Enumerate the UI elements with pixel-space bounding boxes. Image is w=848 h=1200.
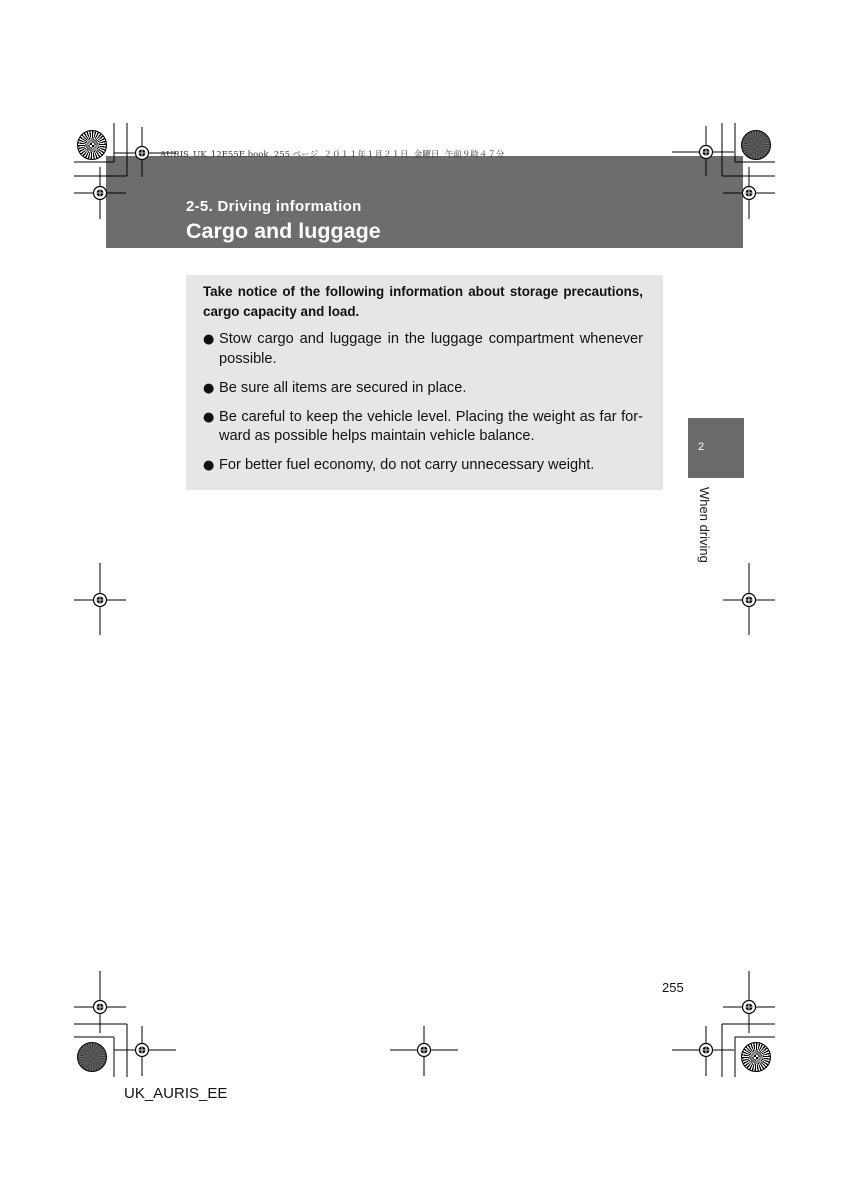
- list-item-text-line: For better fuel economy, do not carry unnecessary weight.: [219, 457, 595, 473]
- notice-intro: [203, 282, 643, 322]
- registration-mark: [114, 1026, 176, 1076]
- print-target-icon: [741, 130, 771, 160]
- list-item-text-line: Stow cargo and luggage in the luggage compartment whenever: [219, 331, 643, 347]
- list-item: [203, 456, 643, 476]
- registration-mark: [74, 563, 126, 635]
- crop-lines: [74, 123, 775, 1077]
- chapter-tab-number: 2: [698, 441, 705, 453]
- section-subtitle: 2-5. Driving information: [186, 198, 362, 215]
- list-item: [203, 330, 643, 369]
- notice-intro-line: cargo capacity and load.: [203, 304, 360, 319]
- registration-mark: [390, 1026, 458, 1076]
- print-header: AURIS_UK_12E55E.book 255 ページ ２０１１年１月２１日 金曜日 午前９時４７分: [160, 150, 505, 160]
- list-item-text-line: ward as possible helps maintain vehicle balance.: [219, 428, 535, 444]
- bullet-icon: ●: [203, 458, 215, 473]
- list-item-text-line: possible.: [219, 350, 277, 367]
- page-number: 255: [662, 980, 684, 995]
- notice-intro-line: Take notice of the following information about storage precautions,: [203, 284, 643, 299]
- notice-box: [186, 275, 663, 490]
- list-item-text-line: Be careful to keep the vehicle level. Placing the weight as far for-: [219, 408, 643, 425]
- list-item: [203, 408, 643, 447]
- chapter-tab: [688, 418, 744, 478]
- section-header-bar: [106, 156, 743, 248]
- registration-mark: [672, 1026, 734, 1076]
- notice-list: [203, 330, 643, 476]
- footer-code: UK_AURIS_EE: [124, 1085, 228, 1102]
- bullet-icon: ●: [203, 380, 215, 396]
- print-target-icon: [77, 130, 107, 160]
- page-title: Cargo and luggage: [186, 219, 381, 243]
- bullet-icon: ●: [203, 409, 215, 425]
- registration-mark: [723, 563, 775, 635]
- print-target-icon: [77, 1042, 107, 1072]
- chapter-tab-label: When driving: [697, 487, 712, 563]
- bullet-icon: ●: [203, 332, 215, 347]
- print-target-icon: [741, 1042, 771, 1072]
- registration-mark: [74, 971, 126, 1033]
- list-item-text-line: Be sure all items are secured in place.: [219, 379, 467, 396]
- registration-mark: [723, 971, 775, 1033]
- list-item: [203, 379, 643, 399]
